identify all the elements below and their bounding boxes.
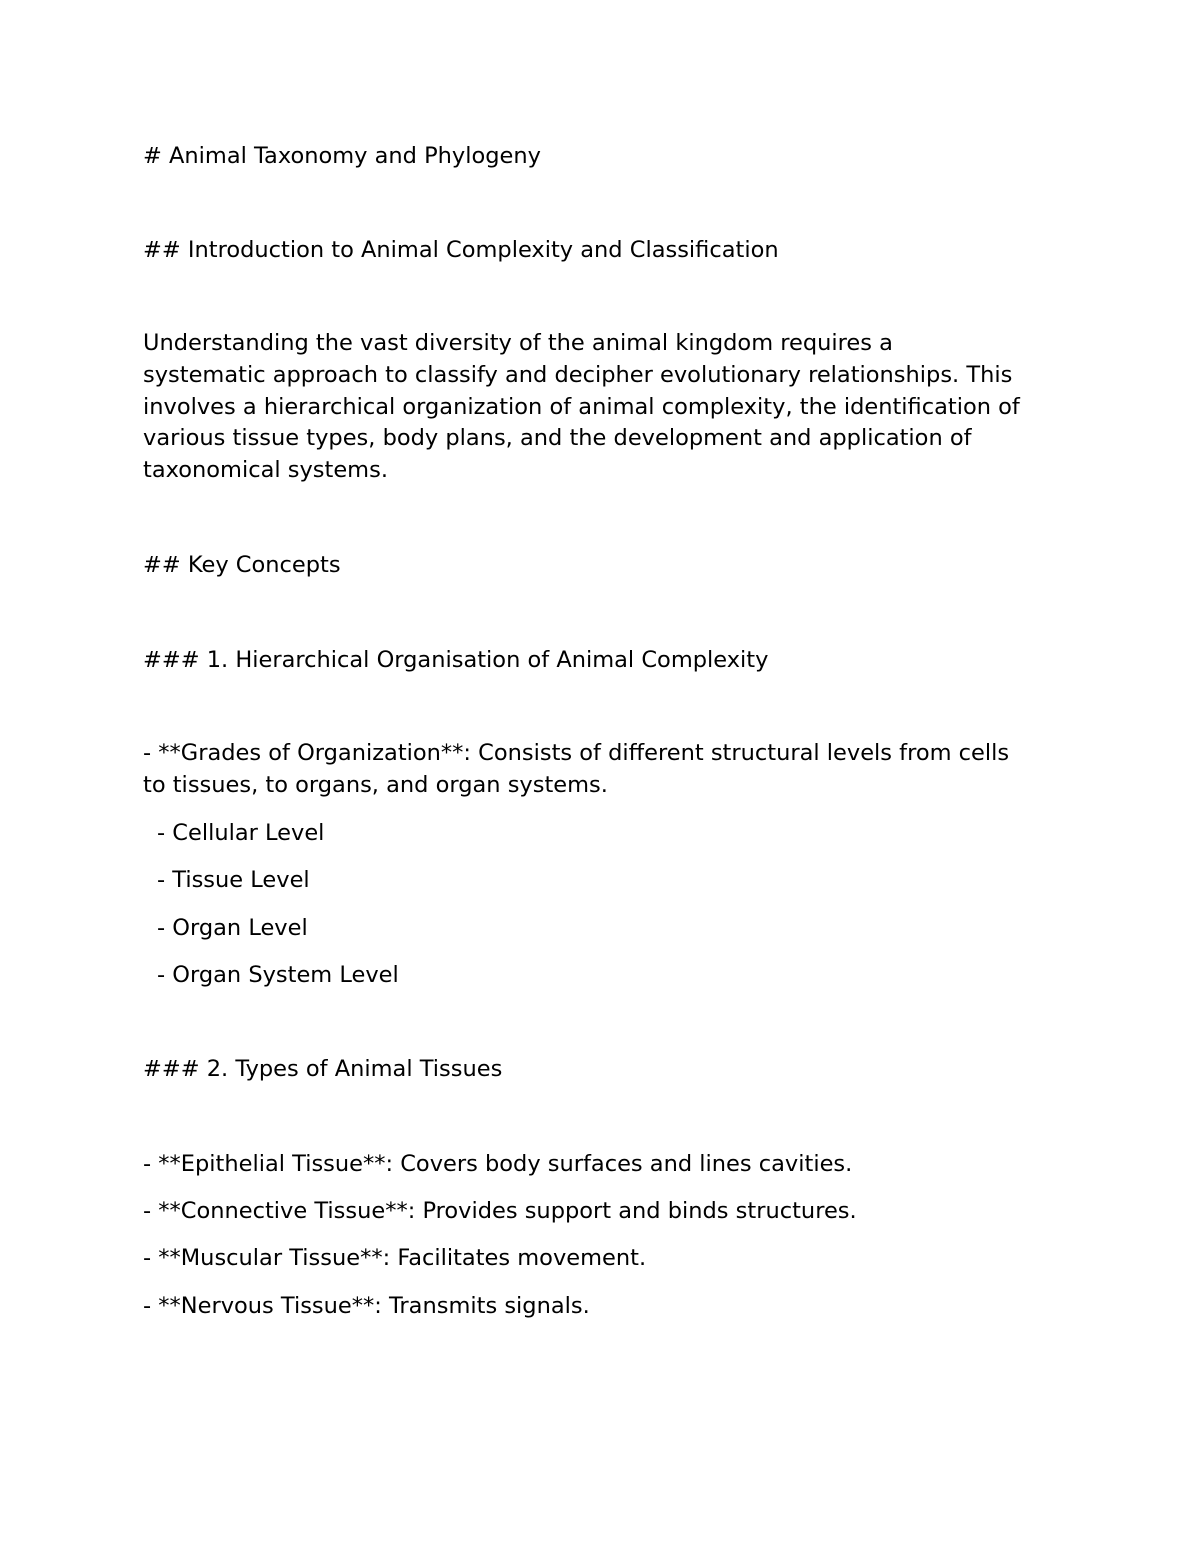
list-item-tissue: - **Connective Tissue**: Provides support and binds structures. <box>143 1198 857 1224</box>
list-item-level: - Tissue Level <box>157 867 310 893</box>
document-title: # Animal Taxonomy and Phylogeny <box>143 143 541 169</box>
grades-line: - **Grades of Organization**: Consists of different structural levels from cells <box>143 740 1010 766</box>
intro-line: systematic approach to classify and decipher evolutionary relationships. This <box>143 361 1013 388</box>
intro-line: various tissue types, body plans, and the development and application of <box>143 425 972 452</box>
list-item-tissue: - **Epithelial Tissue**: Covers body surfaces and lines cavities. <box>143 1151 853 1177</box>
list-item-level: - Cellular Level <box>157 820 325 846</box>
grades-line: to tissues, to organs, and organ systems. <box>143 771 608 798</box>
subsection-heading-tissues: ### 2. Types of Animal Tissues <box>143 1056 503 1082</box>
intro-line: taxonomical systems. <box>143 457 388 484</box>
grades-paragraph <box>143 738 1073 802</box>
intro-line: Understanding the vast diversity of the animal kingdom requires a <box>143 330 893 356</box>
subsection-heading-hierarchy: ### 1. Hierarchical Organisation of Animal Complexity <box>143 647 769 673</box>
list-item-level: - Organ System Level <box>157 962 399 988</box>
intro-paragraph <box>143 328 1073 487</box>
section-heading-introduction: ## Introduction to Animal Complexity and Classification <box>143 237 779 263</box>
list-item-tissue: - **Nervous Tissue**: Transmits signals. <box>143 1293 590 1319</box>
intro-line: involves a hierarchical organization of animal complexity, the identification of <box>143 393 1020 420</box>
section-heading-key-concepts: ## Key Concepts <box>143 552 341 578</box>
list-item-tissue: - **Muscular Tissue**: Facilitates movement. <box>143 1245 647 1271</box>
list-item-level: - Organ Level <box>157 915 308 941</box>
